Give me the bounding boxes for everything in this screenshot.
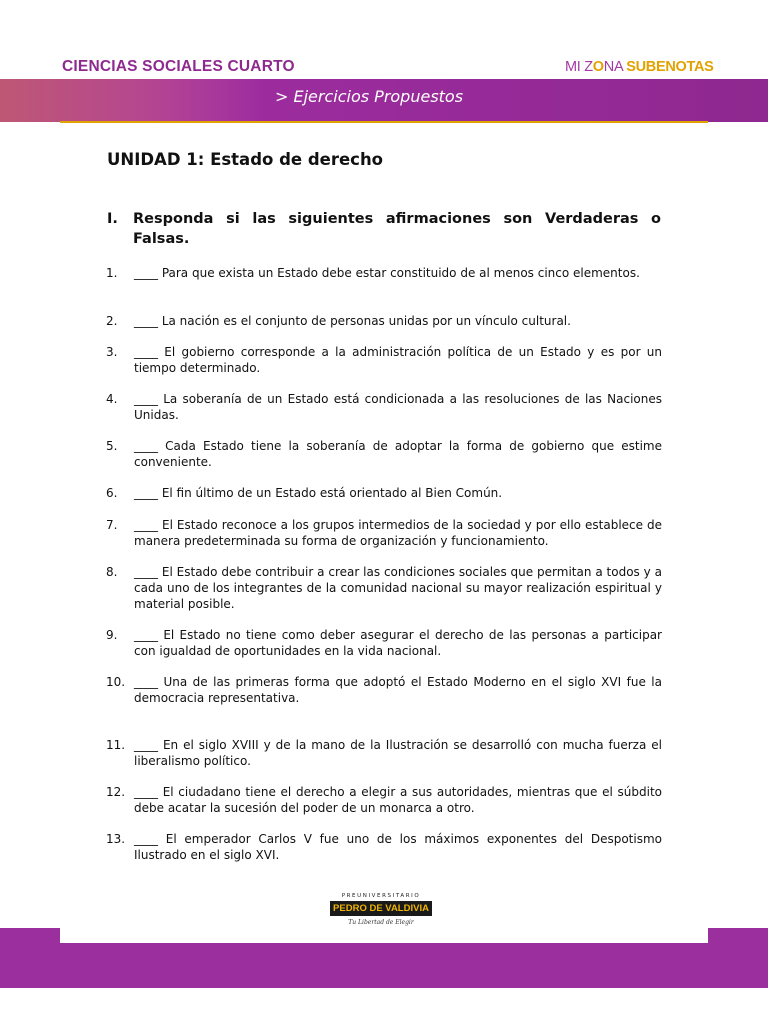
footer-bottom <box>0 988 768 1024</box>
question-item <box>106 485 662 501</box>
question-text: ____ Para que exista un Estado debe estar constituido de al menos cinco elementos. <box>134 266 640 280</box>
question-number: 8. <box>106 565 118 579</box>
brand-sub: SUBENOTAS <box>626 59 714 75</box>
footer-logo <box>330 893 432 926</box>
question-text: ____ El Estado debe contribuir a crear las condiciones sociales que permitan a todos y a cada uno de los integrantes de la comunidad nacional su mayor realización espiritual y material posible. <box>134 565 662 611</box>
question-number: 7. <box>106 518 118 532</box>
question-number: 13. <box>106 832 126 846</box>
section-number: I. <box>107 211 118 227</box>
logo-pre: PREUNIVERSITARIO <box>341 893 421 899</box>
section-heading <box>107 209 661 249</box>
question-item <box>106 564 662 612</box>
question-item <box>106 831 662 863</box>
question-text: ____ El Estado no tiene como deber asegurar el derecho de las personas a participar con igualdad de oportunidades en la vida nacional. <box>134 628 662 658</box>
question-text: ____ Una de las primeras forma que adoptó el Estado Moderno en el siglo XVI fue la democracia representativa. <box>134 675 662 705</box>
header-photo <box>0 79 260 122</box>
question-text: ____ La soberanía de un Estado está condicionada a las resoluciones de las Naciones Unidas. <box>134 392 662 422</box>
question-text: ____ El ciudadano tiene el derecho a elegir a sus autoridades, mientras que el súbdito debe acatar la sucesión del poder de un monarca a otro. <box>134 785 662 815</box>
question-number: 6. <box>106 486 118 500</box>
section-text: Responda si las siguientes afirmaciones son Verdaderas o Falsas. <box>133 211 661 247</box>
course-title: CIENCIAS SOCIALES CUARTO <box>62 58 295 75</box>
question-number: 4. <box>106 392 118 406</box>
question-item <box>106 674 662 706</box>
brand-prefix: MI Z <box>565 59 593 75</box>
question-item <box>106 438 662 470</box>
question-item <box>106 344 662 376</box>
logo-name: PEDRO DE VALDIVIA <box>330 901 432 916</box>
section-subtitle: > Ejercicios Propuestos <box>275 87 464 106</box>
question-number: 9. <box>106 628 118 642</box>
question-number: 1. <box>106 266 118 280</box>
question-text: ____ En el siglo XVIII y de la mano de la Ilustración se desarrolló con mucha fuerza el liberalismo político. <box>134 738 662 768</box>
logo-tagline: Tu Libertad de Elegir <box>348 919 414 926</box>
question-text: ____ El Estado reconoce a los grupos intermedios de la sociedad y por ello establece de manera predeterminada su forma de organización y funcionamiento. <box>134 518 662 548</box>
top-strip <box>0 0 768 52</box>
brand-middle: NA <box>603 59 627 75</box>
unit-title: UNIDAD 1: Estado de derecho <box>107 150 384 169</box>
question-number: 12. <box>106 785 126 799</box>
brand-o: O <box>592 59 604 75</box>
question-item <box>106 737 662 769</box>
question-text: ____ El emperador Carlos V fue uno de los máximos exponentes del Despotismo Ilustrado en el siglo XVI. <box>134 832 662 862</box>
question-number: 5. <box>106 439 118 453</box>
gold-divider <box>60 121 708 123</box>
question-text: ____ El fin último de un Estado está orientado al Bien Común. <box>134 486 503 500</box>
question-item <box>106 627 662 659</box>
question-text: ____ La nación es el conjunto de personas unidas por un vínculo cultural. <box>134 314 571 328</box>
question-number: 2. <box>106 314 118 328</box>
brand-logo <box>565 59 714 75</box>
question-number: 10. <box>106 675 126 689</box>
question-item <box>106 784 662 816</box>
question-item <box>106 265 662 281</box>
question-text: ____ Cada Estado tiene la soberanía de adoptar la forma de gobierno que estime conveniente. <box>134 439 662 469</box>
question-item <box>106 313 662 329</box>
question-text: ____ El gobierno corresponde a la administración política de un Estado y es por un tiempo determinado. <box>134 345 662 375</box>
question-number: 3. <box>106 345 118 359</box>
question-item <box>106 517 662 549</box>
question-item <box>106 391 662 423</box>
question-number: 11. <box>106 738 126 752</box>
